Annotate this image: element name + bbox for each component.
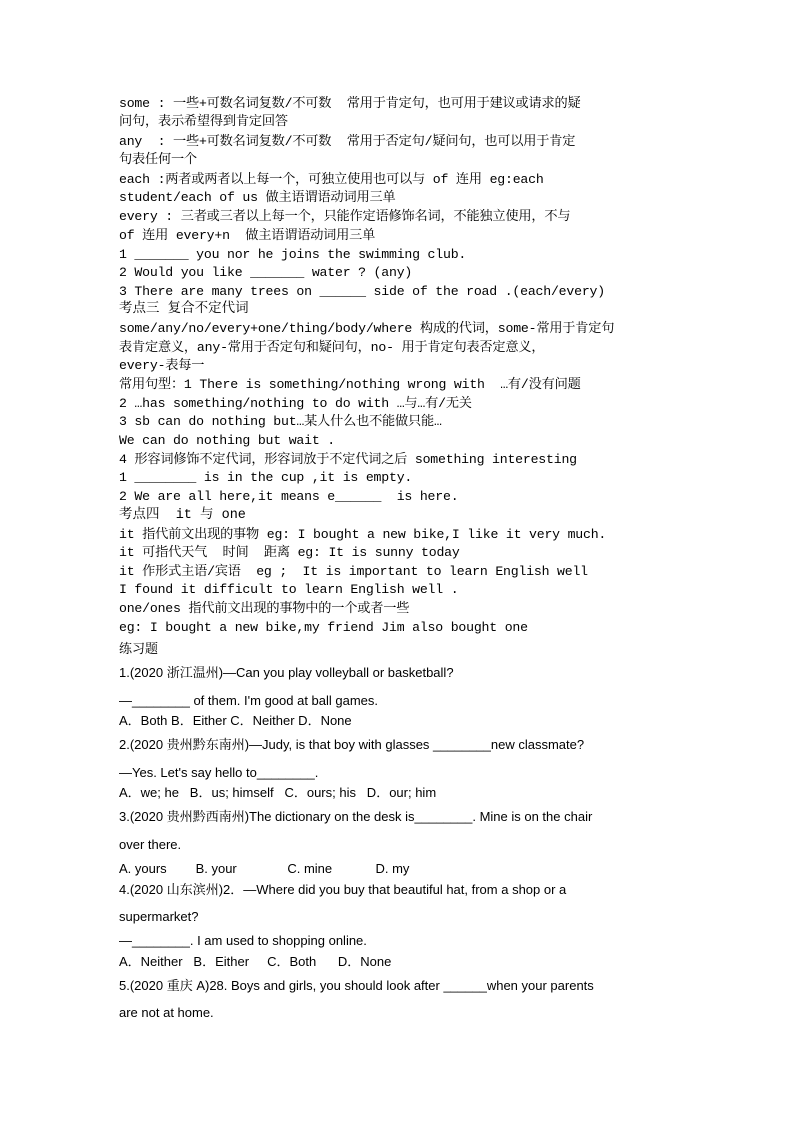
exercises-title: 练习题 — [119, 641, 159, 656]
note-line-any: any : 一些+可数名词复数/不可数 常用于否定句/疑问句，也可以用于肯定 — [119, 134, 576, 149]
question-1: 1.(2020 浙江温州)—Can you play volleyball or basketball? — [119, 665, 454, 680]
pattern-line-3: 3 sb can do nothing but…某人什么也不能做只能… — [119, 414, 442, 429]
question-4: 4.(2020 山东滨州)2．—Where did you buy that beautiful hat, from a shop or a — [119, 882, 567, 897]
note-line-every-cont: of 连用 every+n 做主语谓语动词用三单 — [119, 228, 376, 243]
pattern-line-4: 4 形容词修饰不定代词，形容词放于不定代词之后 something interesting — [119, 452, 577, 467]
note-line-each-cont: student/each of us 做主语谓语动词用三单 — [119, 190, 396, 205]
note-line-any-cont: 句表任何一个 — [119, 152, 197, 167]
question-5-cont: are not at home. — [119, 1005, 214, 1020]
pattern-example: We can do nothing but wait . — [119, 433, 335, 448]
question-3-options: A. yours B. your C. mine D. my — [119, 861, 410, 876]
question-2: 2.(2020 贵州黔东南州)—Judy, is that boy with glasses ________new classmate? — [119, 737, 585, 752]
note-line-one-example: eg: I bought a new bike,my friend Jim also bought one — [119, 620, 528, 635]
note-line-compound-end: every-表每一 — [119, 358, 205, 373]
practice-item-compound-1: 1 ________ is in the cup ,it is empty. — [119, 470, 413, 485]
question-3: 3.(2020 贵州黔西南州)The dictionary on the desk is________. Mine is on the chair — [119, 809, 593, 824]
question-1-reply: —________ of them. I'm good at ball games. — [119, 693, 379, 708]
question-4-options: A．Neither B．Either C．Both D．None — [119, 954, 392, 969]
note-line-compound: some/any/no/every+one/thing/body/where 构成的代词，some-常用于肯定句 — [119, 321, 615, 336]
note-line-each: each :两者或两者以上每一个，可独立使用也可以与 of 连用 eg:each — [119, 172, 544, 187]
section-heading-3: 考点三 复合不定代词 — [119, 302, 249, 317]
question-4-reply: —________. I am used to shopping online. — [119, 933, 367, 948]
practice-item-3: 3 There are many trees on ______ side of the road .(each/every) — [119, 284, 605, 299]
note-line-it-2: it 可指代天气 时间 距离 eg: It is sunny today — [119, 545, 460, 560]
note-line-some-cont: 问句，表示希望得到肯定回答 — [119, 114, 288, 129]
note-line-it-3: it 作形式主语/宾语 eg ; It is important to learn English well — [119, 564, 588, 579]
practice-item-2: 2 Would you like _______ water ? (any) — [119, 265, 413, 280]
question-3-cont: over there. — [119, 837, 182, 852]
note-line-compound-cont: 表肯定意义，any-常用于否定句和疑问句，no- 用于肯定句表否定意义， — [119, 340, 545, 355]
section-heading-4: 考点四 it 与 one — [119, 508, 246, 523]
note-line-it-1: it 指代前文出现的事物 eg: I bought a new bike,I like it very much. — [119, 527, 607, 542]
note-line-every: every : 三者或三者以上每一个，只能作定语修饰名词，不能独立使用，不与 — [119, 209, 571, 224]
note-line-one: one/ones 指代前文出现的事物中的一个或者一些 — [119, 601, 410, 616]
pattern-line-2: 2 …has something/nothing to do with …与…有/无关 — [119, 396, 472, 411]
question-1-options: A．Both B．Either C．Neither D．None — [119, 713, 352, 728]
practice-item-1: 1 _______ you nor he joins the swimming club. — [119, 247, 467, 262]
question-5: 5.(2020 重庆 A)28. Boys and girls, you should look after ______when your parents — [119, 978, 594, 993]
question-2-reply: —Yes. Let's say hello to________. — [119, 765, 319, 780]
question-2-options: A．we; he B．us; himself C．ours; his D．our; him — [119, 785, 437, 800]
pattern-line-1: 常用句型：1 There is something/nothing wrong with …有/没有问题 — [119, 377, 581, 392]
practice-item-compound-2: 2 We are all here,it means e______ is here. — [119, 489, 459, 504]
question-4-cont: supermarket? — [119, 909, 199, 924]
note-line-some: some : 一些+可数名词复数/不可数 常用于肯定句，也可用于建议或请求的疑 — [119, 96, 581, 111]
note-line-it-example: I found it difficult to learn English well . — [119, 582, 459, 597]
